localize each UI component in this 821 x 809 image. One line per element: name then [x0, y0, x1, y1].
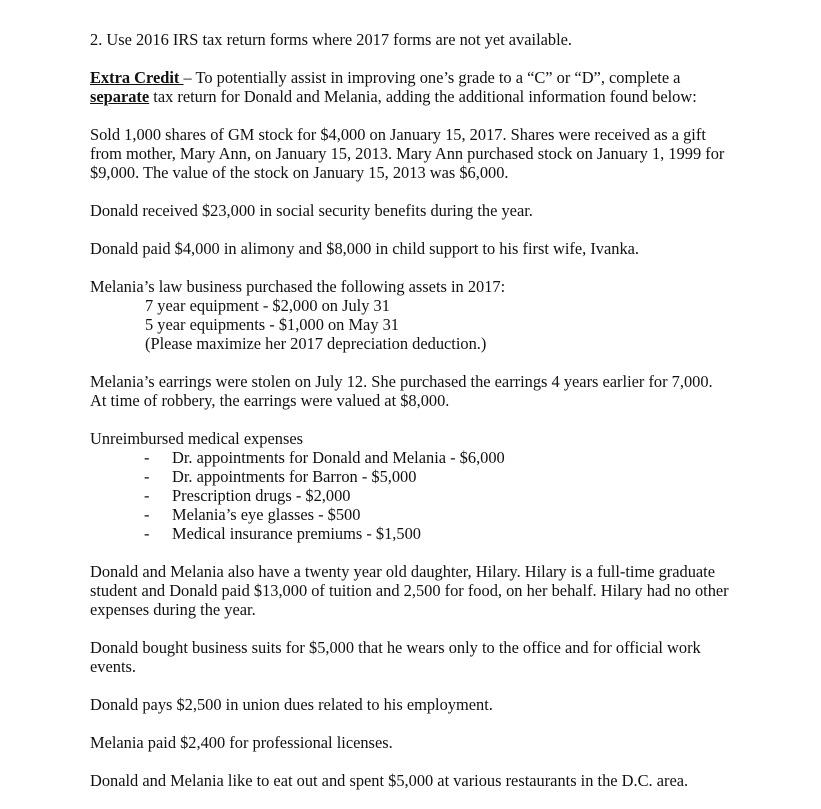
suits-paragraph: [90, 638, 790, 676]
gm-stock-line: $9,000. The value of the stock on January 15, 2013 was $6,000.: [90, 163, 509, 182]
earrings-line: At time of robbery, the earrings were valued at $8,000.: [90, 391, 450, 410]
medical-expenses-section: [90, 429, 790, 543]
asset-item: 7 year equipment - $2,000 on July 31: [145, 296, 390, 315]
gm-stock-line: Sold 1,000 shares of GM stock for $4,000 on January 15, 2017. Shares were received as a gift: [90, 125, 706, 144]
dash-marker: -: [144, 524, 150, 543]
extra-credit-text-1: – To potentially assist in improving one’s grade to a “C” or “D”, complete a: [183, 68, 681, 87]
extra-credit-paragraph: [90, 68, 790, 106]
earrings-paragraph: [90, 372, 790, 410]
list-item: [90, 448, 790, 467]
extra-credit-text-2: tax return for Donald and Melania, adding the additional information found below:: [149, 87, 697, 106]
assets-paragraph: [90, 277, 790, 353]
alimony-paragraph: Donald paid $4,000 in alimony and $8,000 in child support to his first wife, Ivanka.: [90, 239, 640, 258]
dash-marker: -: [144, 448, 150, 467]
list-item-text: Dr. appointments for Donald and Melania - $6,000: [172, 448, 505, 467]
gm-stock-line: from mother, Mary Ann, on January 15, 2013. Mary Ann purchased stock on January 1, 1999 for: [90, 144, 725, 163]
asset-note: (Please maximize her 2017 depreciation deduction.): [145, 334, 487, 353]
extra-credit-title: Extra Credit: [90, 68, 184, 87]
list-item-text: Medical insurance premiums - $1,500: [172, 524, 421, 543]
extra-credit-line-2: [90, 87, 790, 106]
medical-heading: Unreimbursed medical expenses: [90, 429, 304, 448]
gm-stock-paragraph: [90, 125, 790, 182]
list-item-text: Prescription drugs - $2,000: [172, 486, 351, 505]
asset-item: 5 year equipments - $1,000 on May 31: [145, 315, 400, 334]
extra-credit-line-1: [90, 68, 790, 87]
daughter-line: Donald and Melania also have a twenty year old daughter, Hilary. Hilary is a full-time graduate: [90, 562, 716, 581]
dash-marker: -: [144, 505, 150, 524]
list-item-text: Dr. appointments for Barron - $5,000: [172, 467, 417, 486]
daughter-paragraph: [90, 562, 790, 619]
list-item: [90, 505, 790, 524]
list-item: [90, 524, 790, 543]
union-dues-paragraph: Donald pays $2,500 in union dues related to his employment.: [90, 695, 493, 714]
separate-emphasis: separate: [90, 87, 150, 106]
earrings-line: Melania’s earrings were stolen on July 12. She purchased the earrings 4 years earlier for 7,000.: [90, 372, 713, 391]
suits-line: events.: [90, 657, 136, 676]
document-page: [90, 30, 790, 809]
dash-marker: -: [144, 486, 150, 505]
instruction-item-2: 2. Use 2016 IRS tax return forms where 2017 forms are not yet available.: [90, 30, 573, 49]
restaurants-paragraph: Donald and Melania like to eat out and spent $5,000 at various restaurants in the D.C. area.: [90, 771, 689, 790]
list-item-text: Melania’s eye glasses - $500: [172, 505, 361, 524]
list-item: [90, 467, 790, 486]
suits-line: Donald bought business suits for $5,000 that he wears only to the office and for official work: [90, 638, 701, 657]
social-security-paragraph: Donald received $23,000 in social security benefits during the year.: [90, 201, 533, 220]
list-item: [90, 486, 790, 505]
licenses-paragraph: Melania paid $2,400 for professional licenses.: [90, 733, 393, 752]
daughter-line: student and Donald paid $13,000 of tuition and 2,500 for food, on her behalf. Hilary had no other: [90, 581, 729, 600]
dash-marker: -: [144, 467, 150, 486]
assets-intro: Melania’s law business purchased the following assets in 2017:: [90, 277, 506, 296]
daughter-line: expenses during the year.: [90, 600, 256, 619]
